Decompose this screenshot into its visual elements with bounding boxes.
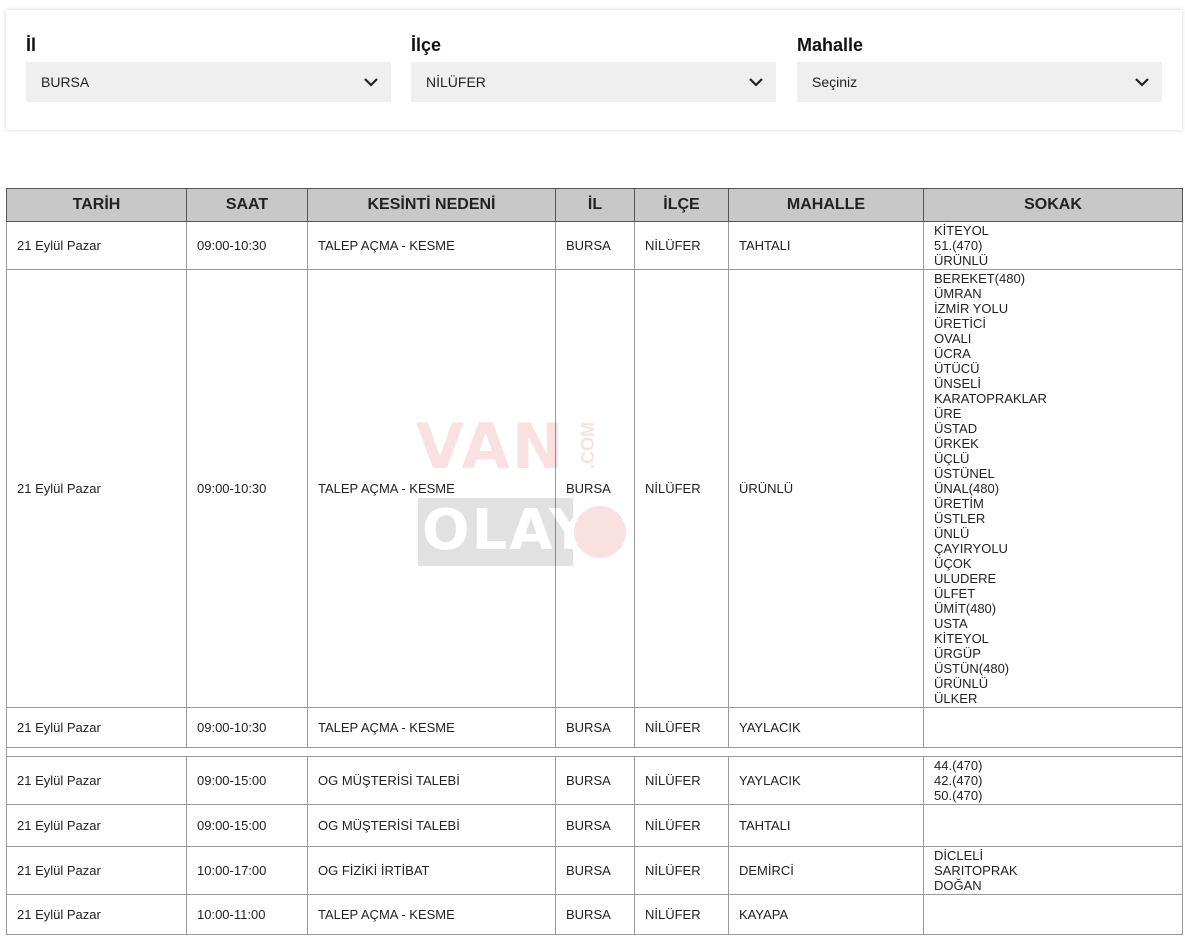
sokak-item: 42.(470) xyxy=(934,773,983,788)
outage-table-container xyxy=(6,188,1182,935)
header-kesinti-nedeni[interactable]: KESİNTİ NEDENİ xyxy=(308,189,556,222)
cell-ilce: NİLÜFER xyxy=(635,895,729,935)
cell-il: BURSA xyxy=(556,895,635,935)
sokak-item: BEREKET(480) xyxy=(934,271,1026,286)
ilce-label: İlçe xyxy=(411,35,442,55)
ilce-select[interactable] xyxy=(411,62,776,102)
spacer-cell xyxy=(7,748,1183,757)
cell-tarih: 21 Eylül Pazar xyxy=(7,847,187,895)
sokak-item: İZMİR YOLU xyxy=(934,301,1009,316)
cell-saat: 09:00-10:30 xyxy=(187,708,308,748)
sokak-item: ÜLFET xyxy=(934,586,976,601)
sokak-item: 50.(470) xyxy=(934,788,983,803)
header-tarih[interactable]: TARİH xyxy=(7,189,187,222)
table-header-row xyxy=(7,189,1183,222)
cell-il: BURSA xyxy=(556,708,635,748)
table-row xyxy=(7,222,1183,270)
cell-mahalle: TAHTALI xyxy=(729,805,924,847)
table-row xyxy=(7,708,1183,748)
cell-kesinti-nedeni: OG MÜŞTERİSİ TALEBİ xyxy=(308,757,556,805)
cell-tarih: 21 Eylül Pazar xyxy=(7,222,187,270)
watermark-olay: OLAY xyxy=(422,498,592,563)
il-filter xyxy=(26,34,391,102)
filter-card xyxy=(6,10,1182,130)
header-saat[interactable]: SAAT xyxy=(187,189,308,222)
cell-saat: 09:00-10:30 xyxy=(187,222,308,270)
mahalle-label: Mahalle xyxy=(797,35,864,55)
sokak-item: ÜNSELİ xyxy=(934,376,981,391)
il-select[interactable] xyxy=(26,62,391,102)
header-mahalle[interactable]: MAHALLE xyxy=(729,189,924,222)
cell-sokak xyxy=(924,222,1183,270)
sokak-item: ÜRETİCİ xyxy=(934,316,986,331)
sokak-item: ÜSTAD xyxy=(934,421,978,436)
table-row xyxy=(7,847,1183,895)
sokak-item: KİTEYOL xyxy=(934,223,989,238)
sokak-item: ÜRE xyxy=(934,406,962,421)
cell-ilce: NİLÜFER xyxy=(635,270,729,708)
cell-sokak xyxy=(924,847,1183,895)
sokak-item: ÜSTÜNEL xyxy=(934,466,995,481)
ilce-filter xyxy=(411,34,776,102)
cell-ilce: NİLÜFER xyxy=(635,847,729,895)
chevron-down-icon xyxy=(748,74,764,90)
cell-il: BURSA xyxy=(556,847,635,895)
cell-il: BURSA xyxy=(556,270,635,708)
cell-sokak xyxy=(924,757,1183,805)
sokak-item: ÜRETİM xyxy=(934,496,984,511)
cell-mahalle: YAYLACIK xyxy=(729,757,924,805)
cell-kesinti-nedeni: OG FİZİKİ İRTİBAT xyxy=(308,847,556,895)
sokak-item: ÜSTÜN(480) xyxy=(934,661,1010,676)
ilce-select-value: NİLÜFER xyxy=(426,74,486,90)
sokak-item: ÜCRA xyxy=(934,346,971,361)
sokak-item: ÜMRAN xyxy=(934,286,982,301)
table-spacer-row xyxy=(7,748,1183,757)
sokak-item: DİCLELİ xyxy=(934,848,984,863)
cell-saat: 10:00-11:00 xyxy=(187,895,308,935)
sokak-item: ÜRÜNLÜ xyxy=(934,676,989,691)
cell-mahalle: KAYAPA xyxy=(729,895,924,935)
sokak-item: ÜRGÜP xyxy=(934,646,981,661)
cell-saat: 09:00-15:00 xyxy=(187,805,308,847)
cell-il: BURSA xyxy=(556,222,635,270)
sokak-item: ÜÇOK xyxy=(934,556,972,571)
sokak-item: ÜRÜNLÜ xyxy=(934,253,989,268)
table-row xyxy=(7,270,1183,708)
cell-tarih: 21 Eylül Pazar xyxy=(7,708,187,748)
chevron-down-icon xyxy=(1134,74,1150,90)
cell-il: BURSA xyxy=(556,757,635,805)
sokak-item: ÜRKEK xyxy=(934,436,979,451)
cell-sokak xyxy=(924,708,1183,748)
table-row xyxy=(7,757,1183,805)
table-row xyxy=(7,805,1183,847)
sokak-item: OVALI xyxy=(934,331,972,346)
cell-tarih: 21 Eylül Pazar xyxy=(7,757,187,805)
cell-sokak xyxy=(924,895,1183,935)
header-sokak[interactable]: SOKAK xyxy=(924,189,1183,222)
cell-tarih: 21 Eylül Pazar xyxy=(7,270,187,708)
cell-ilce: NİLÜFER xyxy=(635,805,729,847)
sokak-item: ÜMİT(480) xyxy=(934,601,997,616)
cell-ilce: NİLÜFER xyxy=(635,708,729,748)
sokak-item: KİTEYOL xyxy=(934,631,989,646)
cell-mahalle: TAHTALI xyxy=(729,222,924,270)
sokak-item: ÜÇLÜ xyxy=(934,451,970,466)
header-il[interactable]: İL xyxy=(556,189,635,222)
watermark-com: .COM xyxy=(578,422,598,469)
cell-saat: 09:00-10:30 xyxy=(187,270,308,708)
header-ilce[interactable]: İLÇE xyxy=(635,189,729,222)
cell-il: BURSA xyxy=(556,805,635,847)
mahalle-filter xyxy=(797,34,1162,102)
outage-table xyxy=(6,188,1183,935)
cell-kesinti-nedeni: OG MÜŞTERİSİ TALEBİ xyxy=(308,805,556,847)
cell-sokak xyxy=(924,270,1183,708)
cell-kesinti-nedeni: TALEP AÇMA - KESME xyxy=(308,895,556,935)
cell-tarih: 21 Eylül Pazar xyxy=(7,805,187,847)
cell-ilce: NİLÜFER xyxy=(635,757,729,805)
cell-saat: 10:00-17:00 xyxy=(187,847,308,895)
cell-kesinti-nedeni: TALEP AÇMA - KESME xyxy=(308,222,556,270)
sokak-item: USTA xyxy=(934,616,968,631)
cell-tarih: 21 Eylül Pazar xyxy=(7,895,187,935)
sokak-item: DOĞAN xyxy=(934,878,982,893)
sokak-item: 51.(470) xyxy=(934,238,983,253)
table-row xyxy=(7,895,1183,935)
sokak-item: ÜNAL(480) xyxy=(934,481,1000,496)
cell-kesinti-nedeni: TALEP AÇMA - KESME xyxy=(308,708,556,748)
cell-mahalle: DEMİRCİ xyxy=(729,847,924,895)
cell-kesinti-nedeni: TALEP AÇMA - KESME xyxy=(308,270,556,708)
sokak-item: SARITOPRAK xyxy=(934,863,1018,878)
mahalle-select-value: Seçiniz xyxy=(812,74,858,90)
chevron-down-icon xyxy=(363,74,379,90)
sokak-item: ÜSTLER xyxy=(934,511,986,526)
cell-sokak xyxy=(924,805,1183,847)
il-select-value: BURSA xyxy=(41,74,90,90)
sokak-item: ÜNLÜ xyxy=(934,526,970,541)
watermark-van: VAN xyxy=(416,410,566,483)
il-label: İl xyxy=(26,35,37,55)
sokak-item: ULUDERE xyxy=(934,571,997,586)
mahalle-select[interactable] xyxy=(797,62,1162,102)
cell-mahalle: ÜRÜNLÜ xyxy=(729,270,924,708)
sokak-item: ÜLKER xyxy=(934,691,978,706)
sokak-item: KARATOPRAKLAR xyxy=(934,391,1047,406)
cell-ilce: NİLÜFER xyxy=(635,222,729,270)
sokak-item: ÜTÜCÜ xyxy=(934,361,980,376)
cell-saat: 09:00-15:00 xyxy=(187,757,308,805)
cell-mahalle: YAYLACIK xyxy=(729,708,924,748)
sokak-item: ÇAYIRYOLU xyxy=(934,541,1008,556)
sokak-item: 44.(470) xyxy=(934,758,983,773)
table-body xyxy=(7,222,1183,935)
